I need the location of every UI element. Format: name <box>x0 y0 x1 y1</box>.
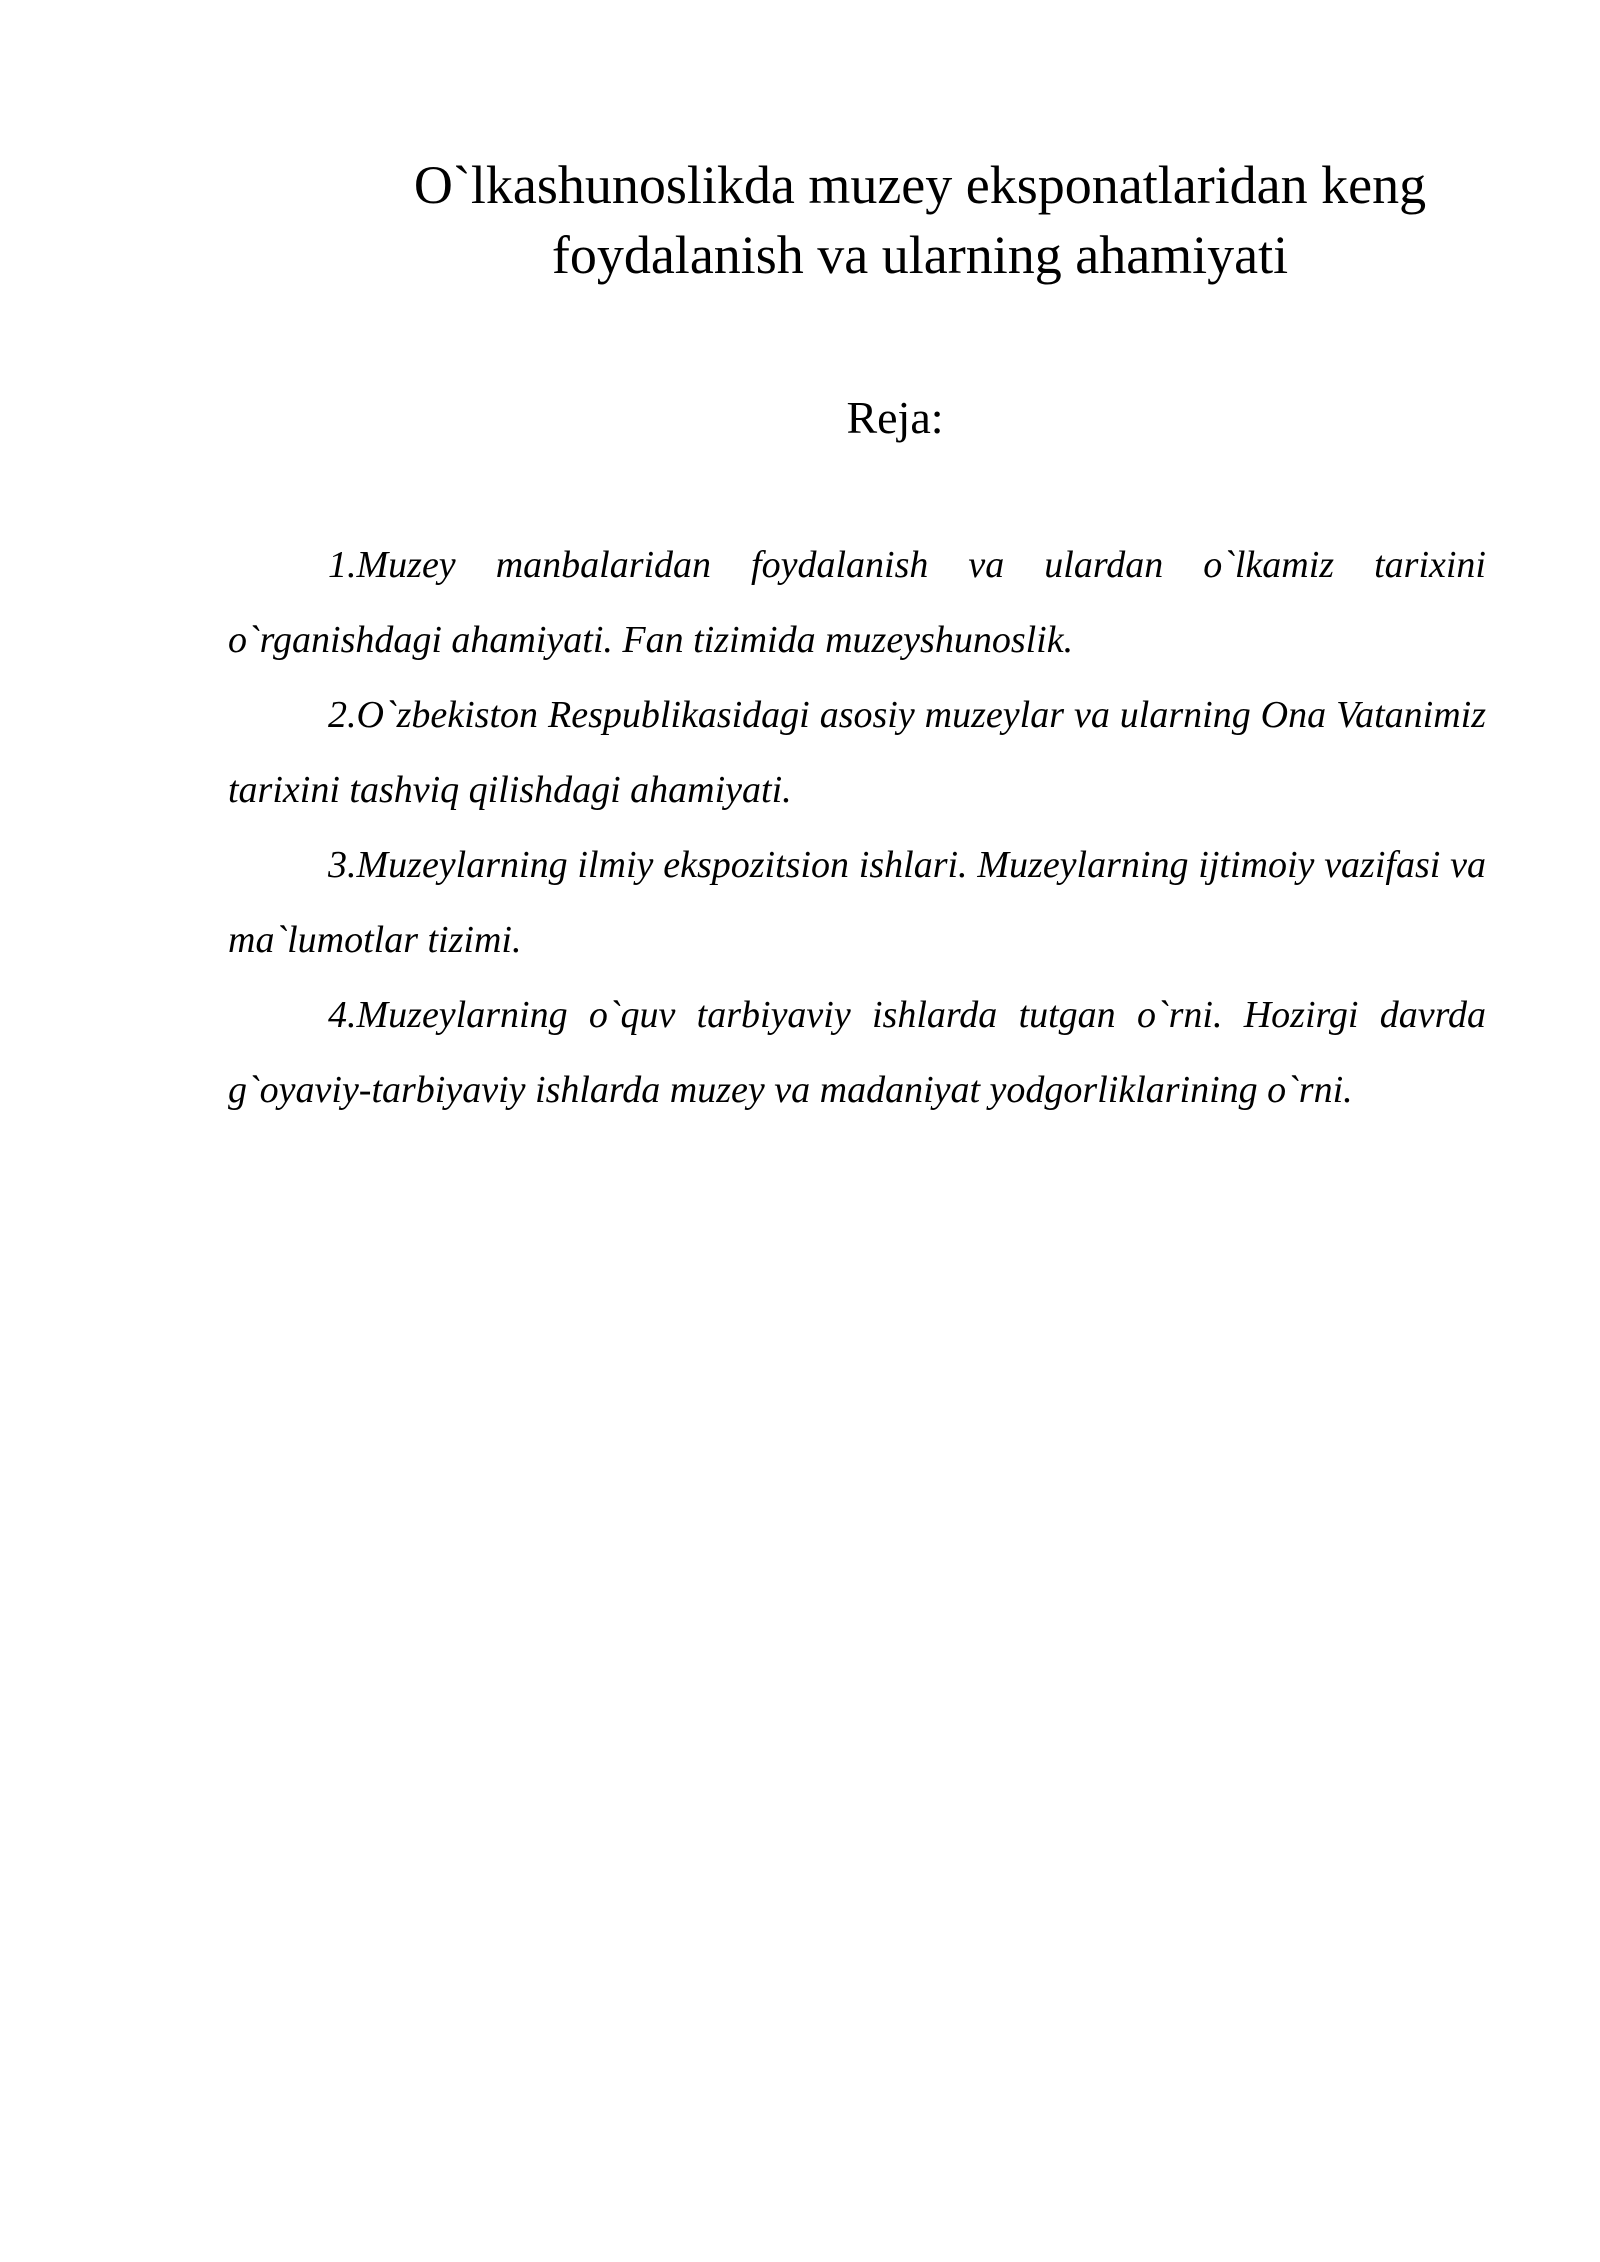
plan-item-2: 2.O`zbekiston Respublikasidagi asosiy muzeylar va ularning Ona Vatanimiz tarixini tashviq qilishdagi ahamiyati. <box>228 694 1486 811</box>
plan-list <box>228 528 1486 1128</box>
plan-item-3: 3.Muzeylarning ilmiy ekspozitsion ishlari. Muzeylarning ijtimoiy vazifasi va ma`lumotlar tizimi. <box>228 844 1486 961</box>
plan-heading-text: Reja: <box>846 392 944 443</box>
plan-heading <box>0 388 1600 448</box>
document-title-line-2: foydalanish va ularning ahamiyati <box>551 225 1289 285</box>
document-title <box>330 150 1510 290</box>
plan-item-1: 1.Muzey manbalaridan foydalanish va ulardan o`lkamiz tarixini o`rganishdagi ahamiyati. Fan tizimida muzeyshunoslik. <box>228 544 1486 661</box>
document-title-line-1: O`lkashunoslikda muzey eksponatlaridan keng <box>413 155 1427 215</box>
plan-item-4: 4.Muzeylarning o`quv tarbiyaviy ishlarda tutgan o`rni. Hozirgi davrda g`oyaviy-tarbiyaviy ishlarda muzey va madaniyat yodgorliklarining o`rni. <box>228 994 1486 1111</box>
